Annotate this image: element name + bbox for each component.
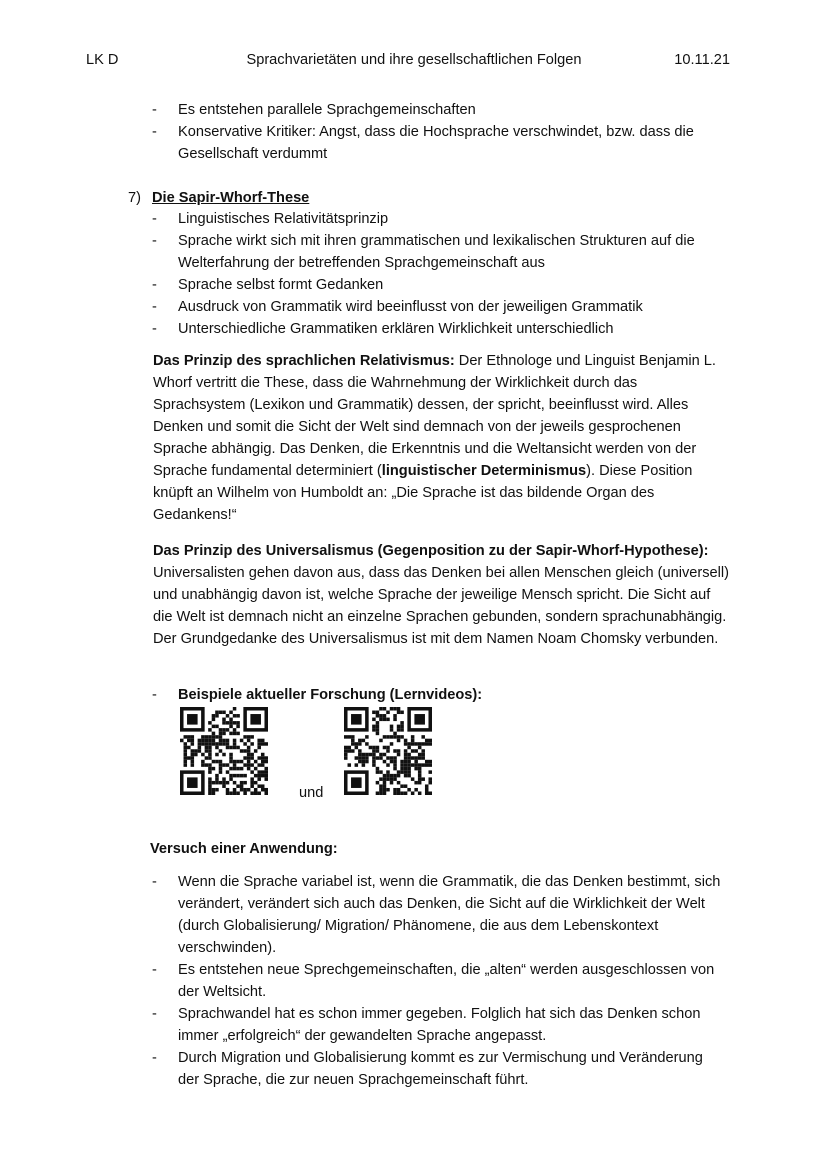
list-item: - Es entstehen neue Sprechgemeinschaften, die „alten“ werden ausgeschlossen von der Weltsicht. [152,962,715,1000]
application-heading: Versuch einer Anwendung: [150,841,338,857]
universalism-heading: Das Prinzip des Universalismus (Gegenposition zu der Sapir-Whorf-Hypothese): [153,543,709,559]
research-bullet [0,684,828,706]
list-item: - Linguistisches Relativitätsprinzip [152,211,389,227]
section-title: Die Sapir-Whorf-These [152,190,310,206]
qr-code-icon [180,707,268,795]
list-item: - Unterschiedliche Grammatiken erklären Wirklichkeit unterschiedlich [152,321,614,337]
list-item: - Sprache selbst formt Gedanken [152,277,384,293]
application-bullet-list [0,871,828,1091]
universalism-paragraph: Das Prinzip des Universalismus (Gegenposition zu der Sapir-Whorf-Hypothese): Universalisten gehen davon aus, dass das Denken bei allen Menschen gleich (universell) und unabhängig davon ist, welche Sprache der jeweilige Mensch spricht. Die Sicht auf die Welt ist demnach nicht an einzelne Sprachen gebunden, sondern sprachunabhängig. Der Grundgedanke des Universalismus ist mit dem Namen Noam Chomsky verbunden. [153,543,729,647]
determinism-term: linguistischer Determinismus [381,463,587,479]
header-title: Sprachvarietäten und ihre gesellschaftlichen Folgen [246,52,582,68]
header-date: 10.11.21 [674,52,730,68]
research-label: Beispiele aktueller Forschung (Lernvideos): [178,687,483,703]
list-item: - Es entstehen parallele Sprachgemeinschaften [152,102,476,118]
connector-text: und [299,785,324,801]
qr-code-video-1[interactable] [180,707,268,795]
section7-bullet-list [0,208,828,340]
relativism-paragraph: Das Prinzip des sprachlichen Relativismus: Der Ethnologe und Linguist Benjamin L. Whorf vertritt die These, dass die Wahrnehmung der Wirklichkeit durch das Sprachsystem (Lexikon und Grammatik) dessen, der spricht, beeinflusst wird. Alles Denken und somit die Sicht der Welt sind demnach von der jeweils gesprochenen Sprache abhängig. Das Denken, die Erkenntnis und die Weltansicht werden von der Sprache fundamental determiniert (linguistischer Determinismus). Diese Position knüpft an Wilhelm von Humboldt an: „Die Sprache ist das bildende Organ des Gedankens!“ [153,353,716,523]
list-item: - Konservative Kritiker: Angst, dass die Hochsprache verschwindet, bzw. dass die Gesellschaft verdummt [152,124,694,162]
section-number: 7) [128,190,141,206]
list-item: - Beispiele aktueller Forschung (Lernvideos): [152,687,483,703]
section-heading [128,187,309,209]
qr-code-icon [344,707,432,795]
top-bullet-list [0,99,828,165]
list-item: - Sprachwandel hat es schon immer gegeben. Folglich hat sich das Denken schon immer „erfolgreich“ der gewandelten Sprache angepasst. [152,1006,701,1044]
list-item: - Sprache wirkt sich mit ihren grammatischen und lexikalischen Strukturen auf die Welterfahrung der betreffenden Sprachgemeinschaft aus [152,233,695,271]
header-course: LK D [86,52,119,68]
list-item: - Wenn die Sprache variabel ist, wenn die Grammatik, die das Denken bestimmt, sich verändert, verändert sich auch das Denken, die Sicht auf die Wirklichkeit der Welt (durch Globalisierung/ Migration/ Phänomene, die aus dem Lebenskontext verschwinden). [152,874,721,956]
relativism-heading: Das Prinzip des sprachlichen Relativismus: [153,353,455,369]
list-item: - Durch Migration und Globalisierung kommt es zur Vermischung und Veränderung der Sprache, die zur neuen Sprachgemeinschaft führt. [152,1050,703,1088]
qr-code-video-2[interactable] [344,707,432,795]
list-item: - Ausdruck von Grammatik wird beeinflusst von der jeweiligen Grammatik [152,299,643,315]
